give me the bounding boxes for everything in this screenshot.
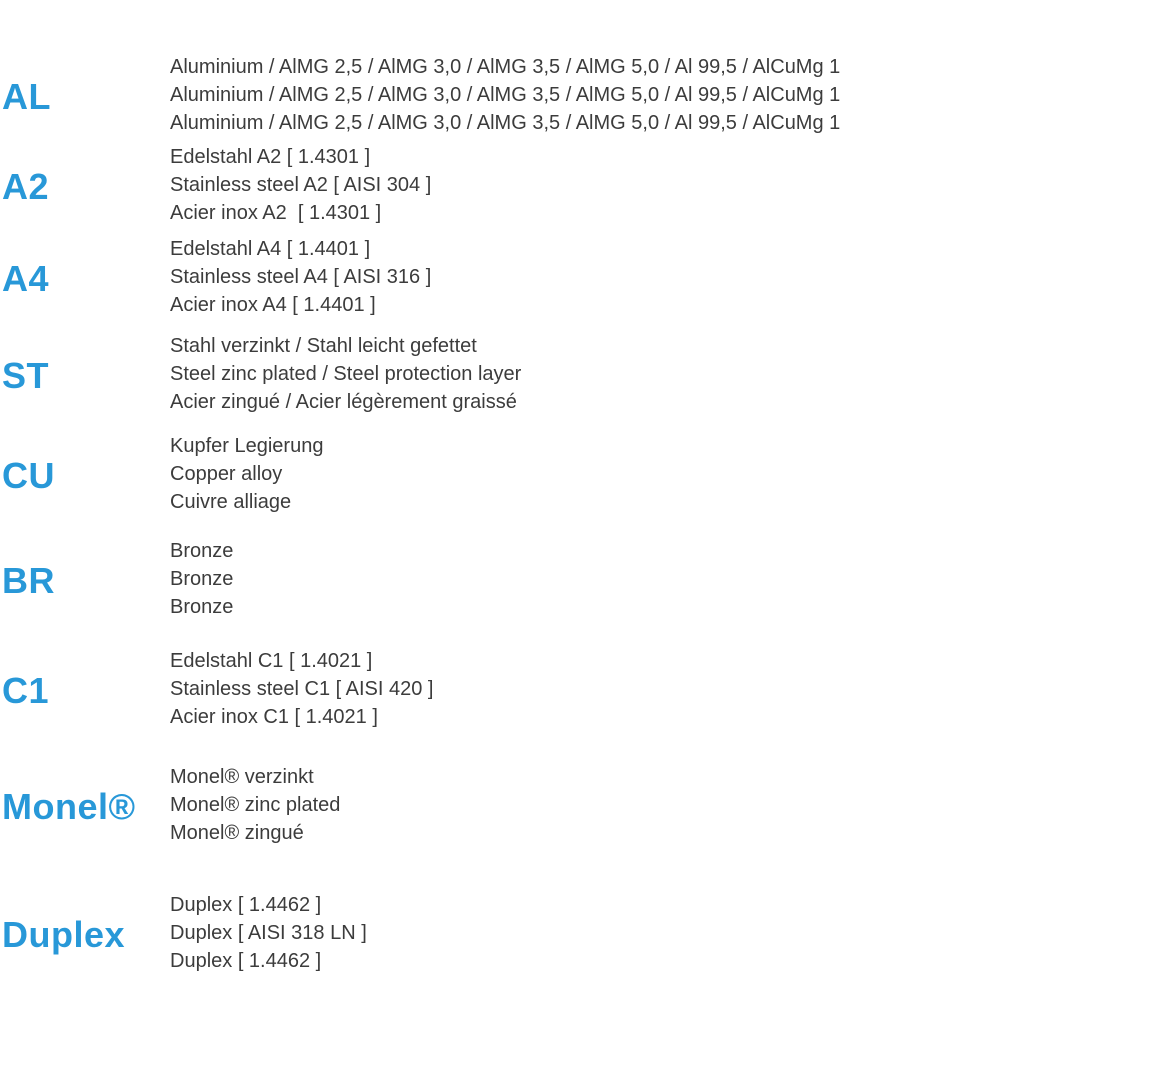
description-fr: Acier inox A2 [ 1.4301 ] bbox=[170, 202, 382, 224]
material-descriptions-al bbox=[170, 53, 1160, 137]
description-fr: Acier zingué / Acier légèrement graissé bbox=[170, 391, 517, 413]
material-row-c1 bbox=[0, 647, 1160, 731]
material-row-monel bbox=[0, 763, 1160, 847]
description-de: Kupfer Legierung bbox=[170, 435, 324, 457]
description-en: Duplex [ AISI 318 LN ] bbox=[170, 922, 367, 944]
description-en: Stainless steel A2 [ AISI 304 ] bbox=[170, 174, 432, 196]
description-de: Stahl verzinkt / Stahl leicht gefettet bbox=[170, 335, 477, 357]
material-row-a4 bbox=[0, 235, 1160, 319]
description-en: Stainless steel A4 [ AISI 316 ] bbox=[170, 266, 432, 288]
description-de: Aluminium / AlMG 2,5 / AlMG 3,0 / AlMG 3,5 / AlMG 5,0 / Al 99,5 / AlCuMg 1 bbox=[170, 56, 841, 78]
material-code-monel: Monel® bbox=[2, 785, 136, 827]
description-de: Edelstahl A2 [ 1.4301 ] bbox=[170, 146, 371, 168]
description-fr: Acier inox A4 [ 1.4401 ] bbox=[170, 294, 376, 316]
material-code-br: BR bbox=[2, 559, 55, 601]
material-code-a2: A2 bbox=[2, 165, 50, 207]
material-code-a4: A4 bbox=[2, 257, 50, 299]
description-fr: Bronze bbox=[170, 596, 234, 618]
description-en: Monel® zinc plated bbox=[170, 794, 341, 816]
material-descriptions-duplex bbox=[170, 891, 1160, 975]
material-row-al bbox=[0, 53, 1160, 137]
material-descriptions-br bbox=[170, 537, 1160, 621]
description-de: Duplex [ 1.4462 ] bbox=[170, 894, 322, 916]
material-descriptions-c1 bbox=[170, 647, 1160, 731]
material-row-cu bbox=[0, 432, 1160, 516]
material-code-al: AL bbox=[2, 75, 51, 117]
material-descriptions-a2 bbox=[170, 143, 1160, 227]
description-fr: Monel® zingué bbox=[170, 822, 304, 844]
material-code-duplex: Duplex bbox=[2, 913, 126, 955]
description-de: Monel® verzinkt bbox=[170, 766, 314, 788]
material-descriptions-monel bbox=[170, 763, 1160, 847]
description-fr: Duplex [ 1.4462 ] bbox=[170, 950, 322, 972]
description-fr: Cuivre alliage bbox=[170, 491, 292, 513]
description-en: Stainless steel C1 [ AISI 420 ] bbox=[170, 678, 434, 700]
material-descriptions-cu bbox=[170, 432, 1160, 516]
description-de: Edelstahl C1 [ 1.4021 ] bbox=[170, 650, 373, 672]
material-code-c1: C1 bbox=[2, 669, 50, 711]
description-en: Steel zinc plated / Steel protection layer bbox=[170, 363, 522, 385]
material-code-cu: CU bbox=[2, 454, 55, 496]
material-descriptions-st bbox=[170, 332, 1160, 416]
description-de: Edelstahl A4 [ 1.4401 ] bbox=[170, 238, 371, 260]
material-row-a2 bbox=[0, 143, 1160, 227]
description-fr: Acier inox C1 [ 1.4021 ] bbox=[170, 706, 378, 728]
description-en: Copper alloy bbox=[170, 463, 283, 485]
material-row-duplex bbox=[0, 891, 1160, 975]
description-en: Bronze bbox=[170, 568, 234, 590]
material-code-st: ST bbox=[2, 354, 50, 396]
material-row-br bbox=[0, 537, 1160, 621]
description-en: Aluminium / AlMG 2,5 / AlMG 3,0 / AlMG 3,5 / AlMG 5,0 / Al 99,5 / AlCuMg 1 bbox=[170, 84, 841, 106]
description-de: Bronze bbox=[170, 540, 234, 562]
material-row-st bbox=[0, 332, 1160, 416]
description-fr: Aluminium / AlMG 2,5 / AlMG 3,0 / AlMG 3,5 / AlMG 5,0 / Al 99,5 / AlCuMg 1 bbox=[170, 112, 841, 134]
material-descriptions-a4 bbox=[170, 235, 1160, 319]
